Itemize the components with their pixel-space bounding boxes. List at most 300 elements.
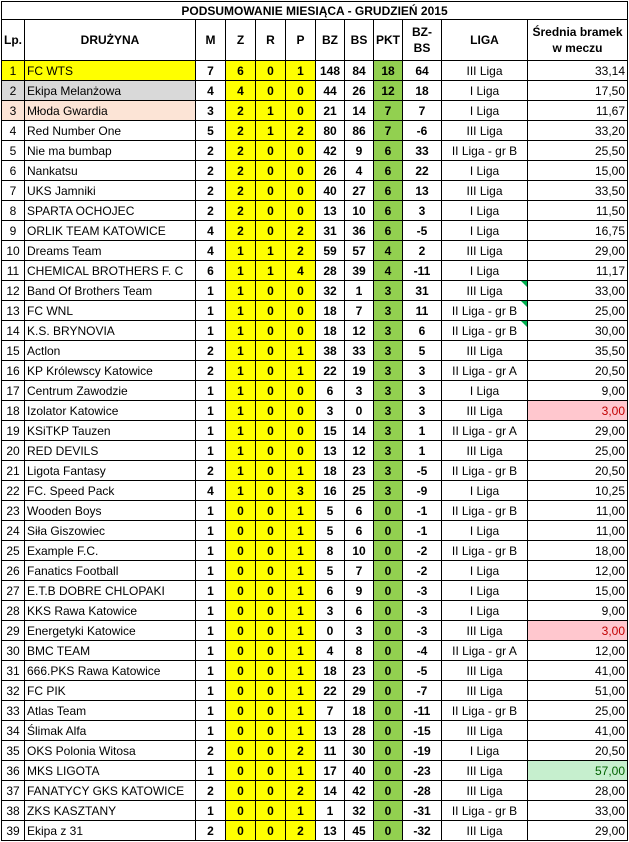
team-cell: Ekipa z 31 — [25, 821, 196, 841]
league-cell: I Liga — [442, 521, 528, 541]
goal-diff-cell: -23 — [403, 761, 442, 781]
table-row — [2, 761, 628, 781]
team-cell: BMC TEAM — [25, 641, 196, 661]
draws-cell: 0 — [256, 661, 286, 681]
points-cell: 7 — [374, 101, 403, 121]
wins-cell: 0 — [226, 721, 256, 741]
lp-cell: 32 — [2, 681, 25, 701]
table-row — [2, 821, 628, 841]
wins-cell: 0 — [226, 521, 256, 541]
team-cell: CHEMICAL BROTHERS F. C — [25, 261, 196, 281]
team-cell: Energetyki Katowice — [25, 621, 196, 641]
losses-cell: 3 — [286, 481, 316, 501]
header-bz: BZ — [316, 20, 345, 61]
draws-cell: 0 — [256, 601, 286, 621]
draws-cell: 0 — [256, 741, 286, 761]
wins-cell: 0 — [226, 621, 256, 641]
league-cell: III Liga — [442, 441, 528, 461]
goals-for-cell: 28 — [316, 261, 345, 281]
team-cell: Nankatsu — [25, 161, 196, 181]
table-row — [2, 561, 628, 581]
draws-cell: 0 — [256, 361, 286, 381]
goals-for-cell: 4 — [316, 641, 345, 661]
lp-cell: 5 — [2, 141, 25, 161]
team-cell: ORLIK TEAM KATOWICE — [25, 221, 196, 241]
goals-for-cell: 32 — [316, 281, 345, 301]
header-lp: Lp. — [2, 20, 25, 61]
team-cell: Młoda Gwardia — [25, 101, 196, 121]
goals-against-cell: 42 — [345, 781, 374, 801]
table-row — [2, 81, 628, 101]
points-cell: 0 — [374, 641, 403, 661]
goals-against-cell: 40 — [345, 761, 374, 781]
played-cell: 1 — [196, 421, 226, 441]
table-row — [2, 721, 628, 741]
goals-for-cell: 148 — [316, 61, 345, 81]
losses-cell: 0 — [286, 181, 316, 201]
draws-cell: 0 — [256, 641, 286, 661]
goals-against-cell: 10 — [345, 541, 374, 561]
played-cell: 1 — [196, 321, 226, 341]
goals-for-cell: 13 — [316, 441, 345, 461]
table-row — [2, 301, 628, 321]
goals-for-cell: 17 — [316, 761, 345, 781]
losses-cell: 1 — [286, 701, 316, 721]
goals-for-cell: 3 — [316, 401, 345, 421]
league-cell: III Liga — [442, 681, 528, 701]
team-cell: Red Number One — [25, 121, 196, 141]
points-cell: 0 — [374, 521, 403, 541]
goal-diff-cell: 13 — [403, 181, 442, 201]
comment-indicator-icon — [521, 321, 527, 327]
points-cell: 4 — [374, 261, 403, 281]
points-cell: 3 — [374, 281, 403, 301]
played-cell: 4 — [196, 481, 226, 501]
losses-cell: 1 — [286, 601, 316, 621]
goal-diff-cell: -19 — [403, 741, 442, 761]
average-cell: 11,67 — [528, 101, 628, 121]
points-cell: 18 — [374, 61, 403, 81]
goals-against-cell: 7 — [345, 561, 374, 581]
goals-for-cell: 18 — [316, 461, 345, 481]
played-cell: 2 — [196, 341, 226, 361]
points-cell: 0 — [374, 701, 403, 721]
losses-cell: 1 — [286, 561, 316, 581]
team-cell: RED DEVILS — [25, 441, 196, 461]
goals-against-cell: 84 — [345, 61, 374, 81]
lp-cell: 21 — [2, 461, 25, 481]
average-cell: 29,00 — [528, 821, 628, 841]
goals-for-cell: 6 — [316, 581, 345, 601]
goals-against-cell: 86 — [345, 121, 374, 141]
goals-against-cell: 26 — [345, 81, 374, 101]
played-cell: 4 — [196, 221, 226, 241]
table-row — [2, 621, 628, 641]
goals-for-cell: 26 — [316, 161, 345, 181]
draws-cell: 0 — [256, 181, 286, 201]
header-average — [528, 20, 628, 61]
goals-against-cell: 3 — [345, 381, 374, 401]
played-cell: 1 — [196, 661, 226, 681]
team-cell: E.T.B DOBRE CHLOPAKI — [25, 581, 196, 601]
goals-for-cell: 31 — [316, 221, 345, 241]
points-cell: 0 — [374, 801, 403, 821]
wins-cell: 2 — [226, 101, 256, 121]
lp-cell: 9 — [2, 221, 25, 241]
goals-for-cell: 18 — [316, 321, 345, 341]
lp-cell: 23 — [2, 501, 25, 521]
goal-diff-cell: 64 — [403, 61, 442, 81]
goals-for-cell: 3 — [316, 601, 345, 621]
draws-cell: 0 — [256, 761, 286, 781]
table-row — [2, 441, 628, 461]
table-row — [2, 101, 628, 121]
average-cell: 11,50 — [528, 201, 628, 221]
goals-for-cell: 7 — [316, 701, 345, 721]
losses-cell: 1 — [286, 681, 316, 701]
lp-cell: 36 — [2, 761, 25, 781]
goals-for-cell: 18 — [316, 301, 345, 321]
draws-cell: 0 — [256, 221, 286, 241]
wins-cell: 1 — [226, 421, 256, 441]
goal-diff-cell: -5 — [403, 461, 442, 481]
draws-cell: 0 — [256, 801, 286, 821]
points-cell: 0 — [374, 581, 403, 601]
league-cell: I Liga — [442, 581, 528, 601]
played-cell: 1 — [196, 761, 226, 781]
average-cell: 3,00 — [528, 621, 628, 641]
played-cell: 1 — [196, 441, 226, 461]
lp-cell: 11 — [2, 261, 25, 281]
goals-against-cell: 30 — [345, 741, 374, 761]
goals-for-cell: 44 — [316, 81, 345, 101]
lp-cell: 30 — [2, 641, 25, 661]
goals-for-cell: 15 — [316, 421, 345, 441]
average-cell: 57,00 — [528, 761, 628, 781]
goals-for-cell: 42 — [316, 141, 345, 161]
played-cell: 5 — [196, 121, 226, 141]
wins-cell: 1 — [226, 261, 256, 281]
league-cell: I Liga — [442, 161, 528, 181]
played-cell: 2 — [196, 361, 226, 381]
draws-cell: 1 — [256, 121, 286, 141]
played-cell: 2 — [196, 821, 226, 841]
wins-cell: 1 — [226, 361, 256, 381]
losses-cell: 0 — [286, 101, 316, 121]
played-cell: 2 — [196, 781, 226, 801]
lp-cell: 4 — [2, 121, 25, 141]
wins-cell: 0 — [226, 641, 256, 661]
points-cell: 6 — [374, 181, 403, 201]
goals-against-cell: 12 — [345, 321, 374, 341]
goals-for-cell: 16 — [316, 481, 345, 501]
team-cell: Ekipa Melanżowa — [25, 81, 196, 101]
goal-diff-cell: 3 — [403, 201, 442, 221]
league-cell: I Liga — [442, 561, 528, 581]
wins-cell: 2 — [226, 221, 256, 241]
goal-diff-cell: 2 — [403, 241, 442, 261]
lp-cell: 14 — [2, 321, 25, 341]
wins-cell: 2 — [226, 141, 256, 161]
goal-diff-cell: -3 — [403, 621, 442, 641]
goal-diff-cell: -5 — [403, 221, 442, 241]
table-row — [2, 681, 628, 701]
table-row — [2, 581, 628, 601]
lp-cell: 27 — [2, 581, 25, 601]
header-average-line2: w meczu — [552, 41, 603, 55]
wins-cell: 1 — [226, 301, 256, 321]
draws-cell: 0 — [256, 321, 286, 341]
losses-cell: 0 — [286, 381, 316, 401]
team-cell: Ligota Fantasy — [25, 461, 196, 481]
table-row — [2, 361, 628, 381]
goal-diff-cell: -2 — [403, 541, 442, 561]
wins-cell: 0 — [226, 661, 256, 681]
goals-for-cell: 0 — [316, 621, 345, 641]
table-row — [2, 341, 628, 361]
wins-cell: 0 — [226, 581, 256, 601]
wins-cell: 0 — [226, 541, 256, 561]
points-cell: 6 — [374, 221, 403, 241]
goal-diff-cell: -11 — [403, 701, 442, 721]
lp-cell: 34 — [2, 721, 25, 741]
losses-cell: 2 — [286, 781, 316, 801]
points-cell: 0 — [374, 501, 403, 521]
goal-diff-cell: 3 — [403, 361, 442, 381]
league-cell: II Liga - gr B — [442, 801, 528, 821]
table-row — [2, 601, 628, 621]
points-cell: 3 — [374, 381, 403, 401]
goal-diff-cell: -1 — [403, 501, 442, 521]
points-cell: 0 — [374, 761, 403, 781]
league-cell: III Liga — [442, 721, 528, 741]
draws-cell: 0 — [256, 61, 286, 81]
average-cell: 33,14 — [528, 61, 628, 81]
goals-against-cell: 9 — [345, 141, 374, 161]
table-row — [2, 481, 628, 501]
played-cell: 2 — [196, 201, 226, 221]
draws-cell: 0 — [256, 381, 286, 401]
losses-cell: 2 — [286, 221, 316, 241]
lp-cell: 17 — [2, 381, 25, 401]
losses-cell: 1 — [286, 341, 316, 361]
goals-against-cell: 14 — [345, 421, 374, 441]
goal-diff-cell: -32 — [403, 821, 442, 841]
goal-diff-cell: 18 — [403, 81, 442, 101]
average-cell: 25,00 — [528, 701, 628, 721]
goals-for-cell: 13 — [316, 201, 345, 221]
table-row — [2, 281, 628, 301]
team-cell: Wooden Boys — [25, 501, 196, 521]
average-cell: 20,50 — [528, 361, 628, 381]
header-average-line1: Średnia bramek — [532, 25, 623, 39]
losses-cell: 0 — [286, 441, 316, 461]
goal-diff-cell: -6 — [403, 121, 442, 141]
points-cell: 3 — [374, 401, 403, 421]
team-cell: Actlon — [25, 341, 196, 361]
played-cell: 2 — [196, 161, 226, 181]
league-cell: III Liga — [442, 761, 528, 781]
played-cell: 1 — [196, 601, 226, 621]
team-cell: Dreams Team — [25, 241, 196, 261]
league-cell: I Liga — [442, 101, 528, 121]
team-cell: FANATYCY GKS KATOWICE — [25, 781, 196, 801]
goal-diff-cell: 33 — [403, 141, 442, 161]
league-cell: I Liga — [442, 381, 528, 401]
lp-cell: 18 — [2, 401, 25, 421]
points-cell: 6 — [374, 161, 403, 181]
table-row — [2, 221, 628, 241]
draws-cell: 0 — [256, 141, 286, 161]
league-cell: III Liga — [442, 281, 528, 301]
wins-cell: 1 — [226, 481, 256, 501]
goals-against-cell: 18 — [345, 701, 374, 721]
header-pkt: PKT — [374, 20, 403, 61]
points-cell: 0 — [374, 681, 403, 701]
draws-cell: 0 — [256, 341, 286, 361]
goal-diff-cell: -31 — [403, 801, 442, 821]
goals-for-cell: 5 — [316, 501, 345, 521]
goals-against-cell: 23 — [345, 661, 374, 681]
goal-diff-cell: 11 — [403, 301, 442, 321]
average-cell: 20,50 — [528, 741, 628, 761]
points-cell: 3 — [374, 361, 403, 381]
losses-cell: 0 — [286, 81, 316, 101]
losses-cell: 2 — [286, 821, 316, 841]
league-cell: I Liga — [442, 261, 528, 281]
wins-cell: 0 — [226, 561, 256, 581]
lp-cell: 6 — [2, 161, 25, 181]
goals-for-cell: 5 — [316, 521, 345, 541]
goals-against-cell: 12 — [345, 441, 374, 461]
draws-cell: 0 — [256, 81, 286, 101]
league-cell: II Liga - gr B — [442, 321, 528, 341]
draws-cell: 0 — [256, 161, 286, 181]
draws-cell: 0 — [256, 461, 286, 481]
team-cell: 666.PKS Rawa Katowice — [25, 661, 196, 681]
table-row — [2, 641, 628, 661]
points-cell: 0 — [374, 721, 403, 741]
points-cell: 0 — [374, 781, 403, 801]
goals-against-cell: 10 — [345, 201, 374, 221]
losses-cell: 0 — [286, 161, 316, 181]
lp-cell: 25 — [2, 541, 25, 561]
draws-cell: 0 — [256, 441, 286, 461]
goals-against-cell: 6 — [345, 601, 374, 621]
goals-for-cell: 22 — [316, 361, 345, 381]
draws-cell: 0 — [256, 821, 286, 841]
team-cell: Atlas Team — [25, 701, 196, 721]
team-cell: ZKS KASZTANY — [25, 801, 196, 821]
table-row — [2, 61, 628, 81]
goals-against-cell: 6 — [345, 521, 374, 541]
team-cell: Fanatics Football — [25, 561, 196, 581]
comment-indicator-icon — [521, 281, 527, 287]
team-cell: UKS Jamniki — [25, 181, 196, 201]
goals-against-cell: 19 — [345, 361, 374, 381]
goal-diff-cell: 1 — [403, 441, 442, 461]
goal-diff-cell: -3 — [403, 601, 442, 621]
goals-against-cell: 3 — [345, 621, 374, 641]
goal-diff-cell: -3 — [403, 581, 442, 601]
average-cell: 9,00 — [528, 381, 628, 401]
wins-cell: 2 — [226, 201, 256, 221]
table-row — [2, 261, 628, 281]
losses-cell: 1 — [286, 61, 316, 81]
wins-cell: 6 — [226, 61, 256, 81]
table-row — [2, 141, 628, 161]
goals-for-cell: 8 — [316, 541, 345, 561]
draws-cell: 0 — [256, 681, 286, 701]
points-cell: 0 — [374, 601, 403, 621]
league-cell: III Liga — [442, 621, 528, 641]
goals-for-cell: 21 — [316, 101, 345, 121]
lp-cell: 37 — [2, 781, 25, 801]
team-cell: Nie ma bumbap — [25, 141, 196, 161]
table-row — [2, 541, 628, 561]
wins-cell: 0 — [226, 601, 256, 621]
league-cell: II Liga - gr A — [442, 421, 528, 441]
average-cell: 41,00 — [528, 661, 628, 681]
points-cell: 12 — [374, 81, 403, 101]
goals-for-cell: 1 — [316, 801, 345, 821]
table-row — [2, 501, 628, 521]
comment-indicator-icon — [521, 301, 527, 307]
goal-diff-cell: -15 — [403, 721, 442, 741]
draws-cell: 0 — [256, 421, 286, 441]
goal-diff-cell: -1 — [403, 521, 442, 541]
table-row — [2, 421, 628, 441]
points-cell: 3 — [374, 421, 403, 441]
table-row — [2, 241, 628, 261]
losses-cell: 0 — [286, 421, 316, 441]
played-cell: 6 — [196, 261, 226, 281]
draws-cell: 0 — [256, 701, 286, 721]
played-cell: 1 — [196, 721, 226, 741]
goal-diff-cell: -7 — [403, 681, 442, 701]
table-row — [2, 461, 628, 481]
table-row — [2, 321, 628, 341]
points-cell: 3 — [374, 481, 403, 501]
lp-cell: 7 — [2, 181, 25, 201]
goals-against-cell: 0 — [345, 401, 374, 421]
played-cell: 1 — [196, 641, 226, 661]
points-cell: 0 — [374, 621, 403, 641]
header-p: P — [286, 20, 316, 61]
team-cell: FC WTS — [25, 61, 196, 81]
average-cell: 18,00 — [528, 541, 628, 561]
played-cell: 3 — [196, 101, 226, 121]
average-cell: 12,00 — [528, 641, 628, 661]
average-cell: 17,50 — [528, 81, 628, 101]
played-cell: 1 — [196, 701, 226, 721]
losses-cell: 2 — [286, 121, 316, 141]
table-row — [2, 181, 628, 201]
points-cell: 3 — [374, 301, 403, 321]
draws-cell: 0 — [256, 781, 286, 801]
played-cell: 1 — [196, 561, 226, 581]
goals-against-cell: 27 — [345, 181, 374, 201]
table-row — [2, 801, 628, 821]
played-cell: 1 — [196, 521, 226, 541]
league-cell: II Liga - gr B — [442, 541, 528, 561]
header-row — [2, 20, 628, 61]
goals-against-cell: 29 — [345, 681, 374, 701]
lp-cell: 10 — [2, 241, 25, 261]
draws-cell: 0 — [256, 521, 286, 541]
goals-against-cell: 23 — [345, 461, 374, 481]
goal-diff-cell: 6 — [403, 321, 442, 341]
